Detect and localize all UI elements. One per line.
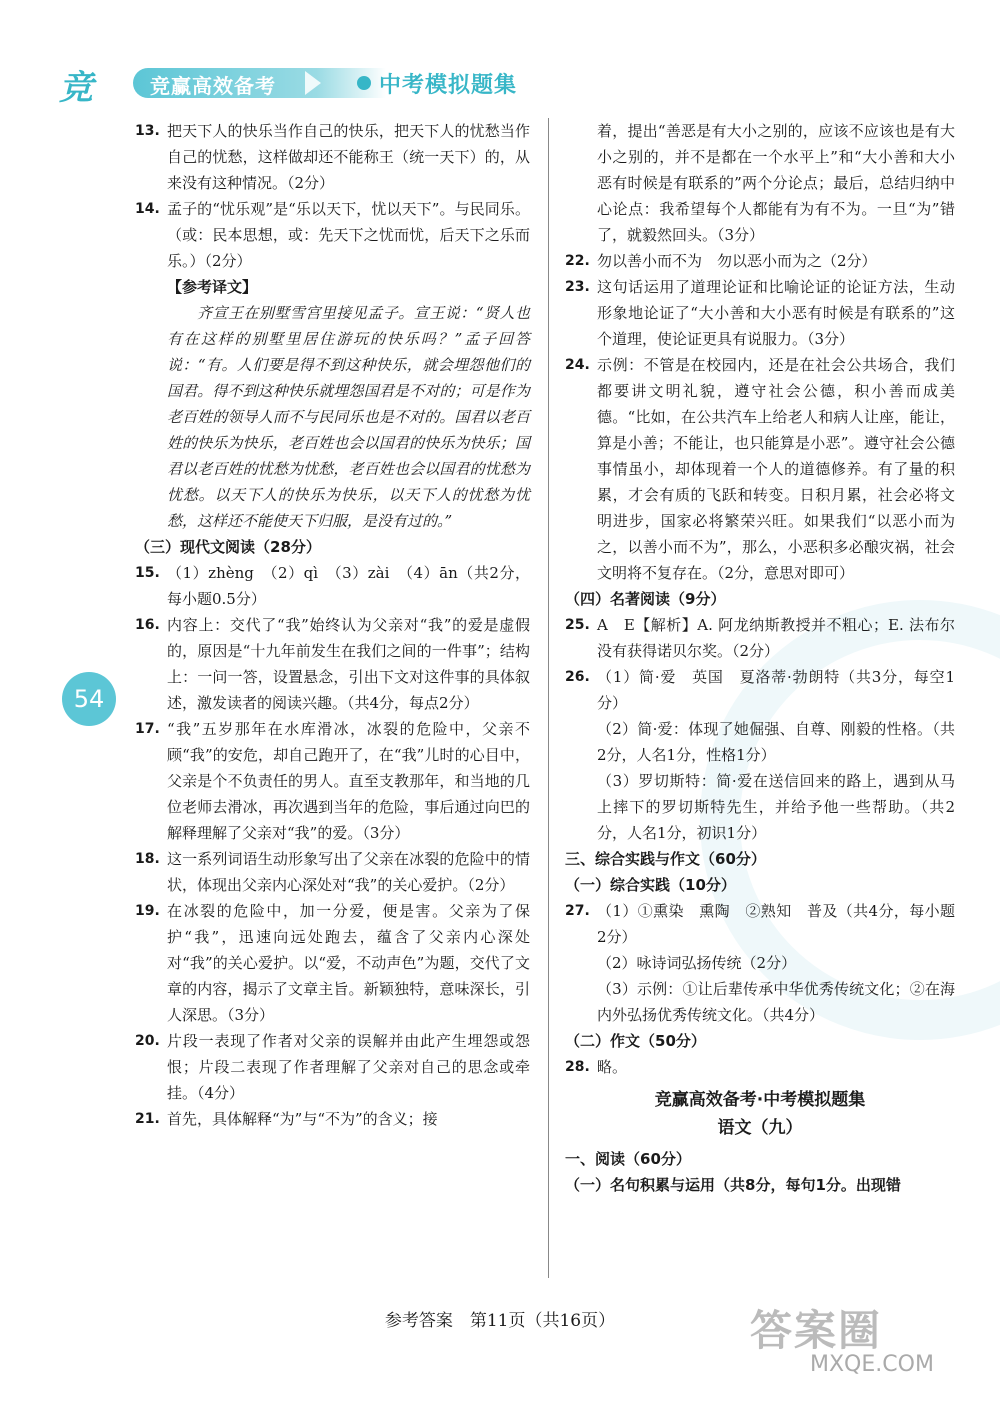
answer-16: 16. 内容上：交代了“我”始终认为父亲对“我”的爱是虚假的，原因是“十九年前发生在我们之间的一件事”；结构上：一问一答，设置悬念，引出下文对这件事的具体叙述，激发读者的阅读兴趣。（共4分，每点2分）: [135, 616, 530, 712]
section-reading: 一、阅读（60分）: [565, 1150, 691, 1168]
answer-19: 19. 在冰裂的危险中，加一分爱，便是害。父亲为了保护“我”，迅速向远处跑去，蕴含了父亲内心深处对“我”的关心爱护。以“爱，不动声色”为题，交代了文章的内容，揭示了文章主旨。新颖独特，意味深长，引人深思。（3分）: [135, 902, 530, 1024]
answer-27-part2: （2）咏诗词弘扬传统（2分）: [597, 954, 797, 972]
book-title: 中考模拟题集: [379, 73, 518, 98]
answer-26: 26. （1）简·爱 英国 夏洛蒂·勃朗特（共3分，每空1分）: [565, 668, 955, 712]
answer-14: 14. 孟子的“忧乐观”是“乐以天下，忧以天下”。与民同乐。（或：民本思想，或：先天下之忧而忧，后天下之乐而乐。）（2分）: [135, 200, 530, 270]
page-number-badge: 54: [62, 672, 116, 726]
answer-17: 17. “我”五岁那年在水库滑冰，冰裂的危险中，父亲不顾“我”的安危，却自己跑开了，在“我”儿时的心目中，父亲是个不负责任的男人。直至支教那年，和当地的几位老师去滑冰，再次遇到当年的危险，事后通过向巴的解释理解了父亲对“我”的爱。（3分）: [135, 720, 530, 842]
answer-28: 28. 略。: [565, 1058, 628, 1076]
answer-26-part3: （3）罗切斯特：简·爱在送信回来的路上，遇到从马上摔下的罗切斯特先生，并给予他一些帮助。（共2分，人名1分，初识1分）: [597, 772, 955, 842]
left-column: [135, 118, 530, 1132]
brand-logo: 竞: [59, 68, 93, 108]
next-test-title: 竞赢高效备考·中考模拟题集: [654, 1090, 866, 1110]
answer-23: 23. 这句话运用了道理论证和比喻论证的论证方法，生动形象地论证了“大小善和大小恶有时候是有联系的”这个道理，使论证更具有说服力。（3分）: [565, 278, 955, 348]
translation-text: 齐宣王在别墅雪宫里接见孟子。宣王说：“贤人也有在这样的别墅里居住游玩的快乐吗？”孟子回答说：“有。人们要是得不到这种快乐，就会埋怨他们的国君。得不到这种快乐就埋怨国君是不对的；可是作为老百姓的领导人而不与民同乐也是不对的。国君以老百姓的快乐为快乐，老百姓也会以国君的快乐为快乐；国君以老百姓的忧愁为忧愁，老百姓也会以国君的忧愁为忧愁。以天下人的快乐为快乐，以天下人的忧愁为忧愁，这样还不能使天下归服，是没有过的。”: [167, 304, 530, 530]
answer-13: 13. 把天下人的快乐当作自己的快乐，把天下人的忧愁当作自己的忧愁，这样做却还不能称王（统一天下）的，从来没有这种情况。（2分）: [135, 122, 530, 192]
column-divider: [548, 118, 549, 1278]
next-test-subtitle: 语文（九）: [717, 1118, 803, 1138]
translation-heading: 【参考译文】: [167, 278, 258, 296]
answer-18: 18. 这一系列词语生动形象写出了父亲在冰裂的危险中的情状，体现出父亲内心深处对“我”的关心爱护。（2分）: [135, 850, 530, 894]
answer-21: 21. 首先，具体解释“为”与“不为”的含义；接: [135, 1110, 438, 1128]
watermark-url: MXQE.COM: [810, 1352, 934, 1377]
answer-27: 27. （1）①熏染 熏陶 ②熟知 普及（共4分，每小题2分）: [565, 902, 955, 946]
section-famous-quotes: （一）名句积累与运用（共8分，每句1分。出现错: [565, 1176, 901, 1194]
arrow-icon: [305, 71, 321, 95]
section-practice-writing: 三、综合实践与作文（60分）: [565, 850, 766, 868]
answer-26-part2: （2）简·爱：体现了她倔强、自尊、刚毅的性格。（共2分，人名1分，性格1分）: [597, 720, 955, 764]
answer-24: 24. 示例：不管是在校园内，还是在社会公共场合，我们都要讲文明礼貌，遵守社会公德，积小善而成美德。“比如，在公共汽车上给老人和病人让座，能让，算是小善；不能让，也只能算是小恶”。遵守社会公德事情虽小，却体现着一个人的道德修养。有了量的积累，才会有质的飞跃和转变。日积月累，社会必将文明进步，国家必将繁荣兴旺。如果我们“以恶小而为之，以善小而不为”，那么，小恶积多必酿灾祸，社会文明将不复存在。（2分，意思对即可）: [565, 356, 955, 582]
answer-27-part3: （3）示例：①让后辈传承中华优秀传统文化；②在海内外弘扬优秀传统文化。（共4分）: [597, 980, 955, 1024]
watermark-logo-text: 答案圈: [750, 1306, 883, 1355]
right-column: [565, 118, 955, 1198]
section-modern-reading: （三）现代文阅读（28分）: [135, 538, 321, 556]
watermark-stamp: [740, 1290, 980, 1390]
answer-21-continued: 着，提出“善恶是有大小之别的，应该不应该也是有大小之别的，并不是都在一个水平上”和“大小善和大小恶有时候是有联系的”两个分论点；最后，总结归纳中心论点：我希望每个人都能有为有不为。一旦“为”错了，就毅然回头。（3分）: [597, 122, 955, 244]
section-composition: （二）作文（50分）: [565, 1032, 706, 1050]
answer-15: 15. （1）zhèng （2）qì （3）zài （4）ān（共2分，每小题0.5分）: [135, 564, 530, 608]
page-footer: 参考答案 第11页（共16页）: [384, 1311, 616, 1331]
answer-25: 25. A E【解析】A. 阿龙纳斯教授并不粗心；E. 法布尔没有获得诺贝尔奖。（2分）: [565, 616, 955, 660]
book-header: [55, 62, 545, 108]
dot-icon: [357, 76, 371, 90]
answer-20: 20. 片段一表现了作者对父亲的误解并由此产生埋怨或怨恨；片段二表现了作者理解了父亲对自己的思念或牵挂。（4分）: [135, 1032, 530, 1102]
book-series-title: 竞赢高效备考: [150, 74, 276, 98]
section-classics-reading: （四）名著阅读（9分）: [565, 590, 726, 608]
answer-22: 22. 勿以善小而不为 勿以恶小而为之（2分）: [565, 252, 877, 270]
section-practice: （一）综合实践（10分）: [565, 876, 736, 894]
